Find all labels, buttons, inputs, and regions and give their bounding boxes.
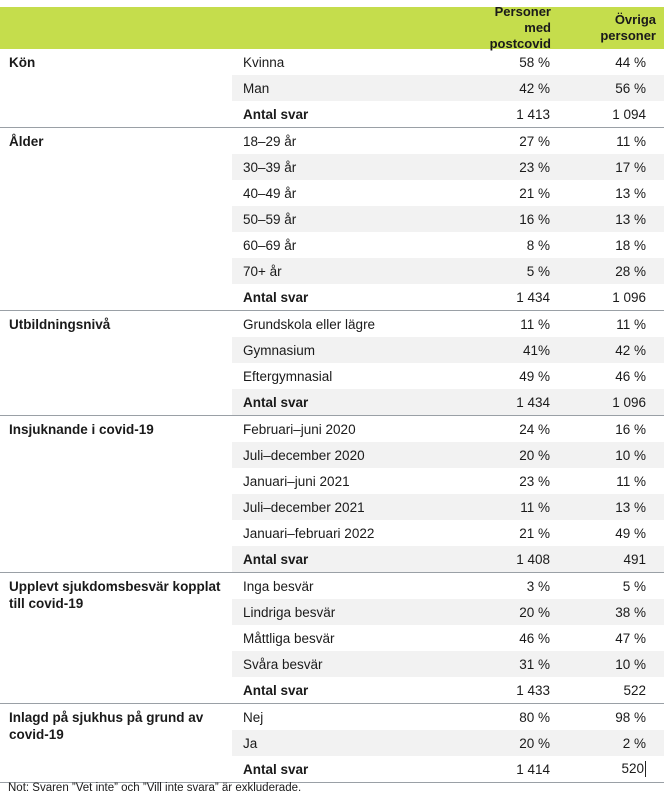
value-ovriga: [550, 134, 655, 149]
value-ovriga-text: 5 %: [622, 578, 646, 594]
value-ovriga: [550, 631, 655, 646]
value-postcovid: [468, 81, 550, 96]
value-ovriga: [550, 683, 655, 698]
row-label: [232, 290, 468, 305]
value-ovriga: [550, 160, 655, 175]
value-ovriga-text: 49 %: [615, 525, 646, 541]
value-postcovid: [468, 552, 550, 567]
value-postcovid: [468, 500, 550, 515]
value-ovriga-text: 11 %: [616, 473, 646, 489]
value-postcovid-text: 31 %: [519, 656, 550, 672]
row-label-text: Nej: [243, 709, 264, 725]
group-rows: [232, 49, 664, 127]
table-row: [232, 573, 664, 599]
table-group: [0, 704, 664, 783]
row-label: [232, 369, 468, 384]
value-postcovid: [468, 107, 550, 122]
table-row: [232, 442, 664, 468]
value-postcovid-text: 49 %: [519, 368, 550, 384]
table-header: [0, 4, 664, 51]
value-ovriga: [550, 422, 655, 437]
table-row: [232, 311, 664, 337]
value-ovriga: [550, 395, 655, 410]
row-label: [232, 107, 468, 122]
value-ovriga: [550, 264, 655, 279]
table-row: [232, 599, 664, 625]
group-name: Inlagd på sjukhus på grund av covid-19: [9, 710, 204, 742]
value-ovriga: [550, 212, 655, 227]
group-name: Ålder: [9, 134, 44, 149]
value-postcovid-text: 27 %: [519, 133, 550, 149]
data-table: [0, 4, 664, 783]
table-body: [0, 49, 664, 783]
value-postcovid: [468, 762, 550, 777]
value-postcovid-text: 21 %: [519, 525, 550, 541]
row-label-text: Antal svar: [243, 682, 309, 698]
value-postcovid-text: 1 434: [516, 394, 550, 410]
row-label: [232, 762, 468, 777]
row-label-text: Juli–december 2020: [243, 447, 365, 463]
header-spacer: [0, 7, 469, 49]
value-postcovid-text: 20 %: [519, 735, 550, 751]
row-label-text: Grundskola eller lägre: [243, 316, 376, 332]
table-group: [0, 128, 664, 311]
row-label: [232, 526, 468, 541]
table-row: [232, 704, 664, 730]
value-postcovid: [468, 448, 550, 463]
row-label-text: 30–39 år: [243, 159, 297, 175]
value-postcovid-text: 24 %: [519, 421, 550, 437]
value-postcovid: [468, 395, 550, 410]
group-rows: [232, 573, 664, 703]
value-ovriga-text: 1 096: [612, 394, 646, 410]
table-row: [232, 416, 664, 442]
value-postcovid-text: 1 408: [516, 551, 550, 567]
value-ovriga-text: 18 %: [615, 237, 646, 253]
value-ovriga-text: 98 %: [615, 709, 646, 725]
row-label: [232, 683, 468, 698]
value-ovriga: [550, 552, 655, 567]
group-name: Insjuknande i covid-19: [9, 422, 154, 437]
row-label: [232, 474, 468, 489]
row-label-text: Januari–februari 2022: [243, 525, 375, 541]
table-row: [232, 232, 664, 258]
row-label: [232, 317, 468, 332]
table-row: [232, 154, 664, 180]
row-label-text: 50–59 år: [243, 211, 297, 227]
value-postcovid-text: 1 413: [516, 106, 550, 122]
value-ovriga-text: 11 %: [616, 316, 646, 332]
row-label-text: Juli–december 2021: [243, 499, 365, 515]
value-postcovid: [468, 343, 550, 358]
value-postcovid-text: 16 %: [519, 211, 550, 227]
row-label-text: Antal svar: [243, 761, 309, 777]
header-ovriga-line1: Övriga: [614, 12, 656, 27]
row-label-text: Januari–juni 2021: [243, 473, 350, 489]
value-ovriga: [550, 369, 655, 384]
row-label: [232, 710, 468, 725]
value-ovriga-text: 16 %: [615, 421, 646, 437]
value-ovriga-text: 47 %: [615, 630, 646, 646]
value-postcovid: [468, 369, 550, 384]
value-postcovid: [468, 238, 550, 253]
value-postcovid-text: 1 434: [516, 289, 550, 305]
value-postcovid-text: 1 414: [516, 761, 550, 777]
value-ovriga: [550, 186, 655, 201]
row-label: [232, 238, 468, 253]
table-row: [232, 625, 664, 651]
row-label: [232, 657, 468, 672]
table-row: [232, 494, 664, 520]
value-postcovid-text: 41%: [522, 342, 550, 358]
table-group: [0, 416, 664, 573]
row-label: [232, 631, 468, 646]
group-name: Upplevt sjukdomsbesvär kopplat till covid-19: [9, 579, 221, 611]
value-postcovid: [468, 317, 550, 332]
value-ovriga-text: 28 %: [615, 263, 646, 279]
row-label-text: Man: [243, 80, 270, 96]
row-label-text: Lindriga besvär: [243, 604, 336, 620]
value-ovriga-text: 1 096: [612, 289, 646, 305]
value-ovriga-text: 522: [623, 682, 646, 698]
table-row: [232, 730, 664, 756]
value-ovriga-text: 38 %: [615, 604, 646, 620]
row-label-text: 40–49 år: [243, 185, 297, 201]
total-row: [232, 546, 664, 572]
value-ovriga: [550, 605, 655, 620]
value-ovriga: [550, 448, 655, 463]
value-postcovid-text: 11 %: [520, 316, 550, 332]
value-postcovid: [468, 290, 550, 305]
group-name: Utbildningsnivå: [9, 317, 111, 332]
footnote: Not: Svaren ”Vet inte” och ”Vill inte svara” är exkluderade.: [8, 782, 302, 794]
header-ovriga: [551, 7, 664, 49]
header-postcovid: [469, 4, 551, 51]
value-ovriga-text: 56 %: [615, 80, 646, 96]
value-postcovid: [468, 134, 550, 149]
group-name: Kön: [9, 55, 36, 70]
value-ovriga-text: 44 %: [615, 54, 646, 70]
value-postcovid-text: 80 %: [519, 709, 550, 725]
table-row: [232, 180, 664, 206]
value-postcovid: [468, 212, 550, 227]
value-postcovid-text: 58 %: [519, 54, 550, 70]
value-postcovid-text: 42 %: [519, 80, 550, 96]
value-postcovid: [468, 657, 550, 672]
value-ovriga-text: 520: [621, 760, 644, 776]
table-group: [0, 311, 664, 416]
value-ovriga: [550, 107, 655, 122]
value-postcovid-text: 5 %: [526, 263, 550, 279]
value-postcovid-text: 23 %: [519, 473, 550, 489]
table-row: [232, 520, 664, 546]
value-ovriga: [550, 55, 655, 70]
text-cursor: [645, 761, 646, 777]
header-postcovid-line2: postcovid: [489, 36, 551, 51]
value-ovriga-text: 13 %: [615, 185, 646, 201]
row-label: [232, 736, 468, 751]
value-ovriga: [550, 317, 655, 332]
total-row: [232, 101, 664, 127]
row-label: [232, 55, 468, 70]
row-label: [232, 605, 468, 620]
total-row: [232, 284, 664, 310]
value-postcovid: [468, 605, 550, 620]
row-label-text: Måttliga besvär: [243, 630, 335, 646]
table-group: [0, 49, 664, 128]
value-postcovid-text: 23 %: [519, 159, 550, 175]
row-label-text: Antal svar: [243, 289, 309, 305]
value-postcovid-text: 20 %: [519, 447, 550, 463]
value-postcovid: [468, 422, 550, 437]
value-postcovid: [468, 683, 550, 698]
value-ovriga: [550, 526, 655, 541]
value-postcovid: [468, 186, 550, 201]
total-row: [232, 756, 664, 782]
value-ovriga: [550, 657, 655, 672]
row-label: [232, 81, 468, 96]
group-rows: [232, 416, 664, 572]
value-postcovid-text: 21 %: [519, 185, 550, 201]
value-ovriga: [550, 761, 655, 777]
value-ovriga-text: 10 %: [615, 656, 646, 672]
value-ovriga-text: 2 %: [622, 735, 646, 751]
value-postcovid-text: 20 %: [519, 604, 550, 620]
row-label-text: 18–29 år: [243, 133, 297, 149]
row-label-text: Februari–juni 2020: [243, 421, 356, 437]
row-label-text: Gymnasium: [243, 342, 316, 358]
value-ovriga-text: 17 %: [615, 159, 646, 175]
row-label-text: Ja: [243, 735, 258, 751]
table-row: [232, 75, 664, 101]
row-label: [232, 160, 468, 175]
value-ovriga-text: 46 %: [615, 368, 646, 384]
value-ovriga-text: 11 %: [616, 133, 646, 149]
value-postcovid: [468, 579, 550, 594]
header-ovriga-line2: personer: [600, 28, 656, 43]
value-postcovid-text: 3 %: [526, 578, 550, 594]
group-rows: [232, 311, 664, 415]
value-ovriga: [550, 500, 655, 515]
table-row: [232, 49, 664, 75]
row-label-text: Kvinna: [243, 54, 285, 70]
row-label: [232, 500, 468, 515]
value-ovriga: [550, 81, 655, 96]
value-ovriga: [550, 736, 655, 751]
value-ovriga: [550, 579, 655, 594]
value-ovriga-text: 13 %: [615, 211, 646, 227]
total-row: [232, 677, 664, 703]
value-postcovid: [468, 526, 550, 541]
table-row: [232, 206, 664, 232]
row-label: [232, 422, 468, 437]
row-label-text: Antal svar: [243, 551, 309, 567]
value-postcovid-text: 8 %: [526, 237, 550, 253]
table-group: [0, 573, 664, 704]
value-postcovid: [468, 160, 550, 175]
row-label-text: Antal svar: [243, 106, 309, 122]
total-row: [232, 389, 664, 415]
value-postcovid: [468, 264, 550, 279]
value-ovriga: [550, 343, 655, 358]
table-row: [232, 363, 664, 389]
value-postcovid: [468, 710, 550, 725]
row-label-text: Antal svar: [243, 394, 309, 410]
table-row: [232, 468, 664, 494]
table-row: [232, 651, 664, 677]
value-postcovid-text: 46 %: [519, 630, 550, 646]
row-label: [232, 212, 468, 227]
value-ovriga-text: 491: [623, 551, 646, 567]
row-label: [232, 552, 468, 567]
value-postcovid: [468, 55, 550, 70]
group-rows: [232, 128, 664, 310]
group-rows: [232, 704, 664, 782]
header-postcovid-line1: Personer med: [494, 4, 551, 35]
row-label: [232, 186, 468, 201]
row-label-text: 60–69 år: [243, 237, 297, 253]
row-label-text: Eftergymnasial: [243, 368, 333, 384]
value-postcovid-text: 1 433: [516, 682, 550, 698]
value-postcovid-text: 11 %: [520, 499, 550, 515]
row-label: [232, 395, 468, 410]
row-label: [232, 343, 468, 358]
row-label-text: Inga besvär: [243, 578, 314, 594]
row-label-text: 70+ år: [243, 263, 282, 279]
value-ovriga: [550, 238, 655, 253]
table-row: [232, 128, 664, 154]
row-label: [232, 579, 468, 594]
value-ovriga: [550, 290, 655, 305]
value-ovriga-text: 13 %: [615, 499, 646, 515]
row-label: [232, 264, 468, 279]
value-ovriga: [550, 710, 655, 725]
table-row: [232, 337, 664, 363]
row-label: [232, 448, 468, 463]
value-postcovid: [468, 736, 550, 751]
value-ovriga-text: 42 %: [615, 342, 646, 358]
value-postcovid: [468, 474, 550, 489]
row-label: [232, 134, 468, 149]
row-label-text: Svåra besvär: [243, 656, 323, 672]
value-ovriga-text: 10 %: [615, 447, 646, 463]
value-postcovid: [468, 631, 550, 646]
value-ovriga-text: 1 094: [612, 106, 646, 122]
table-row: [232, 258, 664, 284]
value-ovriga: [550, 474, 655, 489]
